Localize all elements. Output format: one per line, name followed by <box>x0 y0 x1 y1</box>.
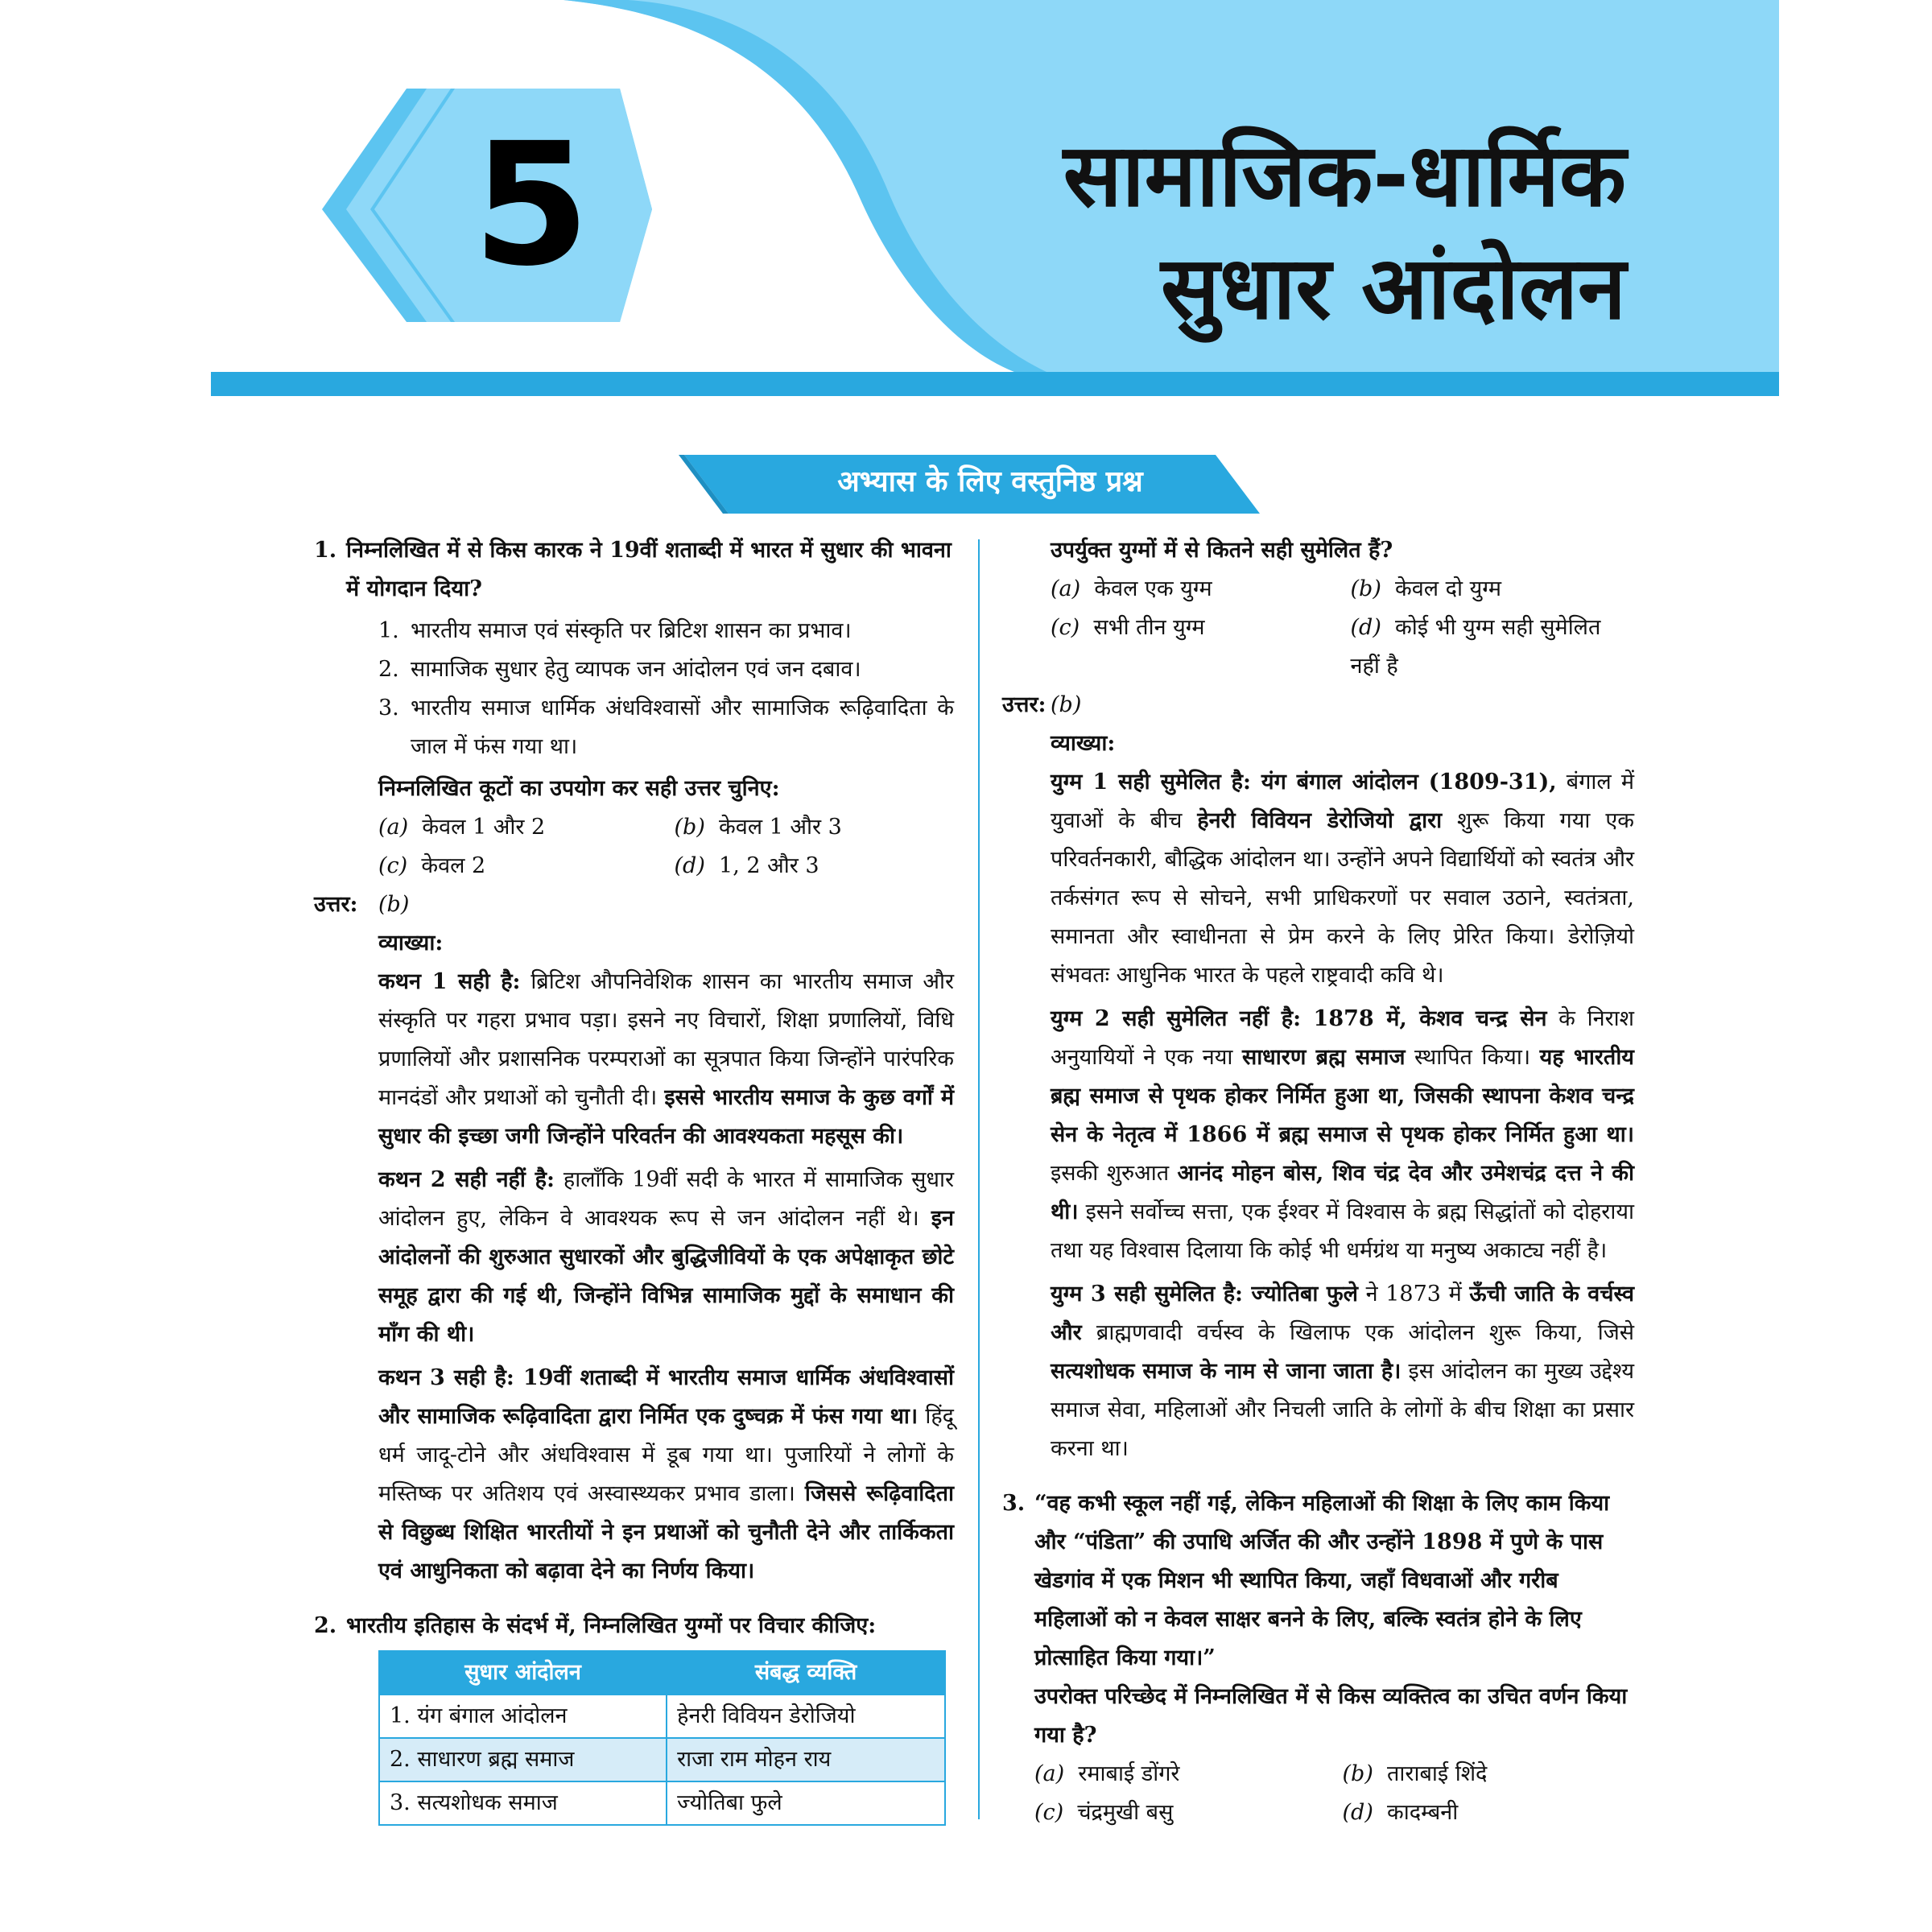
chapter-title-line2: सुधार आंदोलन <box>1160 238 1626 339</box>
option-d: (d) कादम्बनी <box>1342 1800 1459 1825</box>
question-3-prompt: उपरोक्त परिच्छेद में निम्नलिखित में से किस व्यक्तित्व का उचित वर्णन किया गया है? <box>1034 1684 1628 1748</box>
explanation-paragraph: युग्म 2 सही सुमेलित नहीं है: 1878 में, केशव चन्द्र सेन के निराश अनुयायियों ने एक नया साधारण ब्रह्म समाज स्थापित किया। यह भारतीय ब्रह्म समाज से पृथक होकर निर्मित हुआ था, जिसकी स्थापना केशव चन्द्र सेन के नेतृत्व में 1866 में ब्रह्म समाज से पृथक होकर निर्मित हुआ था। इसकी शुरुआत आनंद मोहन बोस, शिव चंद्र देव और उमेशचंद्र दत्त ने की थी। इसने सर्वोच्च सत्ता, एक ईश्वर में विश्वास के ब्रह्म सिद्धांतों को दोहराया तथा यह विश्वास दिलाया कि कोई भी धर्मग्रंथ या मनुष्य अकाट्य नहीं है। <box>1051 1006 1634 1263</box>
explanation-label: व्याख्या: <box>378 931 444 956</box>
option-b: (b) ताराबाई शिंदे <box>1342 1761 1488 1786</box>
instruction: निम्नलिखित कूटों का उपयोग कर सही उत्तर चुनिए: <box>378 776 780 801</box>
explanation-paragraph: युग्म 3 सही सुमेलित है: ज्योतिबा फुले ने 1873 में ऊँची जाति के वर्चस्व और ब्राह्मणवादी वर्चस्व के खिलाफ एक आंदोलन शुरू किया, जिसे सत्यशोधक समाज के नाम से जाना जाता है। इस आंदोलन का मुख्य उद्देश्य समाज सेवा, महिलाओं और निचली जाति के लोगों के बीच शिक्षा का प्रसार करना था। <box>1051 1282 1634 1461</box>
answer-value: (b) <box>378 892 410 917</box>
explanation-paragraph: कथन 2 सही नहीं है: हालाँकि 19वीं सदी के भारत में सामाजिक सुधार आंदोलन हुए, लेकिन वे आवश्यक रूप से जन आंदोलन नहीं थे। इन आंदोलनों की शुरुआत सुधारकों और बुद्धिजीवियों के एक अपेक्षाकृत छोटे समूह द्वारा की गई थी, जिन्होंने विभिन्न सामाजिक मुद्दों के समाधान की माँग की थी। <box>378 1167 955 1347</box>
options <box>378 808 954 886</box>
option-a: (a) केवल एक युग्म <box>1051 576 1212 601</box>
explanation-paragraph: कथन 1 सही है: ब्रिटिश औपनिवेशिक शासन का भारतीय समाज और संस्कृति पर गहरा प्रभाव पड़ा। इसने नए विचारों, शिक्षा प्रणालियों, विधि प्रणालियों और प्रशासनिक परम्पराओं का सूत्रपात किया जिन्होंने पारंपरिक मानदंडों और प्रथाओं को चुनौती दी। इससे भारतीय समाज के कुछ वर्गों में सुधार की इच्छा जगी जिन्होंने परिवर्तन की आवश्यकता महसूस की। <box>378 969 954 1149</box>
answer <box>314 886 954 924</box>
list-item: 3. भारतीय समाज धार्मिक अंधविश्वासों और सामाजिक रूढ़िवादिता के जाल में फंस गया था। <box>378 696 954 759</box>
options <box>1034 1755 1634 1832</box>
answer-label: उत्तर: <box>1002 692 1046 717</box>
question-number: 2. <box>314 1613 337 1638</box>
table-row: 1. यंग बंगाल आंदोलन हेनरी विवियन डेरोजियो <box>379 1695 945 1738</box>
question-number: 1. <box>314 538 337 563</box>
option-b: (b) केवल 1 और 3 <box>674 815 842 840</box>
right-column <box>1002 531 1634 1832</box>
left-column <box>314 531 954 1826</box>
question-2-prompt: उपर्युक्त युग्मों में से कितने सही सुमेलित हैं? <box>1051 538 1393 563</box>
question-1 <box>314 531 954 609</box>
option-c: (c) केवल 2 <box>378 853 486 878</box>
question-text: निम्नलिखित में से किस कारक ने 19वीं शताब्दी में भारत में सुधार की भावना में योगदान दिया? <box>346 538 952 601</box>
list-item: 2. सामाजिक सुधार हेतु व्यापक जन आंदोलन एवं जन दबाव। <box>378 657 861 682</box>
statement-list <box>378 612 954 766</box>
option-a: (a) रमाबाई डोंगरे <box>1034 1761 1180 1786</box>
section-banner-label: अभ्यास के लिए वस्तुनिष्ठ प्रश्न <box>837 465 1143 498</box>
option-a: (a) केवल 1 और 2 <box>378 815 546 840</box>
chapter-header-graphic <box>0 0 1932 402</box>
option-d: (d) कोई भी युग्म सही सुमेलित नहीं है <box>1350 615 1601 679</box>
option-c: (c) चंद्रमुखी बसु <box>1034 1800 1174 1825</box>
explanation-paragraph: कथन 3 सही है: 19वीं शताब्दी में भारतीय समाज धार्मिक अंधविश्वासों और सामाजिक रूढ़िवादिता द्वारा निर्मित एक दुष्चक्र में फंस गया था। हिंदू धर्म जादू-टोने और अंधविश्वास में डूब गया था। पुजारियों ने लोगों के मस्तिष्क पर अतिशय एवं अस्वास्थ्यकर प्रभाव डाला। जिससे रूढ़िवादिता से विछुब्ध शिक्षित भारतीयों ने इन प्रथाओं को चुनौती देने और तार्किकता एवं आधुनिकता को बढ़ावा देने का निर्णय किया। <box>378 1365 955 1583</box>
option-c: (c) सभी तीन युग्म <box>1051 615 1205 640</box>
answer-value: (b) <box>1051 692 1082 717</box>
pairs-table <box>378 1650 946 1826</box>
question-text: “वह कभी स्कूल नहीं गई, लेकिन महिलाओं की शिक्षा के लिए काम किया और “पंडिता” की उपाधि अर्जित की और उन्होंने 1898 में पुणे के पास खेडगांव में एक मिशन भी स्थापित किया, जहाँ विधवाओं और गरीब महिलाओं को न केवल साक्षर बनने के लिए, बल्कि स्वतंत्र होने के लिए प्रोत्साहित किया गया।” <box>1034 1491 1610 1670</box>
question-number: 3. <box>1002 1491 1026 1516</box>
question-text: भारतीय इतिहास के संदर्भ में, निम्नलिखित युग्मों पर विचार कीजिए: <box>346 1613 877 1638</box>
question-3 <box>1002 1484 1634 1678</box>
options <box>1051 570 1634 686</box>
list-item: 1. भारतीय समाज एवं संस्कृति पर ब्रिटिश शासन का प्रभाव। <box>378 618 852 643</box>
explanation-label: व्याख्या: <box>1051 731 1116 756</box>
table-header: सुधार आंदोलन <box>379 1651 667 1695</box>
option-b: (b) केवल दो युग्म <box>1350 576 1501 601</box>
table-row: 2. साधारण ब्रह्म समाज राजा राम मोहन राय <box>379 1738 945 1781</box>
chapter-number: 5 <box>472 106 591 303</box>
chapter-title-line1: सामाजिक-धार्मिक <box>1063 126 1626 226</box>
explanation-paragraph: युग्म 1 सही सुमेलित है: यंग बंगाल आंदोलन (1809-31), बंगाल में युवाओं के बीच हेनरी विवियन डेरोजियो द्वारा शुरू किया गया एक परिवर्तनकारी, बौद्धिक आंदोलन था। उन्होंने अपने विद्यार्थियों को स्वतंत्र और तर्कसंगत रूप से सोचने, सभी प्राधिकरणों पर सवाल उठाने, स्वतंत्रता, समानता और स्वाधीनता से प्रेम करने के लिए प्रेरित किया। डेरोज़ियो संभवतः आधुनिक भारत के पहले राष्ट्रवादी कवि थे। <box>1051 770 1634 988</box>
table-row: 3. सत्यशोधक समाज ज्योतिबा फुले <box>379 1781 945 1825</box>
question-2 <box>314 1607 954 1645</box>
table-header: संबद्ध व्यक्ति <box>667 1651 945 1695</box>
option-d: (d) 1, 2 और 3 <box>674 853 819 878</box>
answer-label: उत्तर: <box>314 892 358 917</box>
column-divider <box>978 539 980 1819</box>
answer <box>1002 686 1634 724</box>
